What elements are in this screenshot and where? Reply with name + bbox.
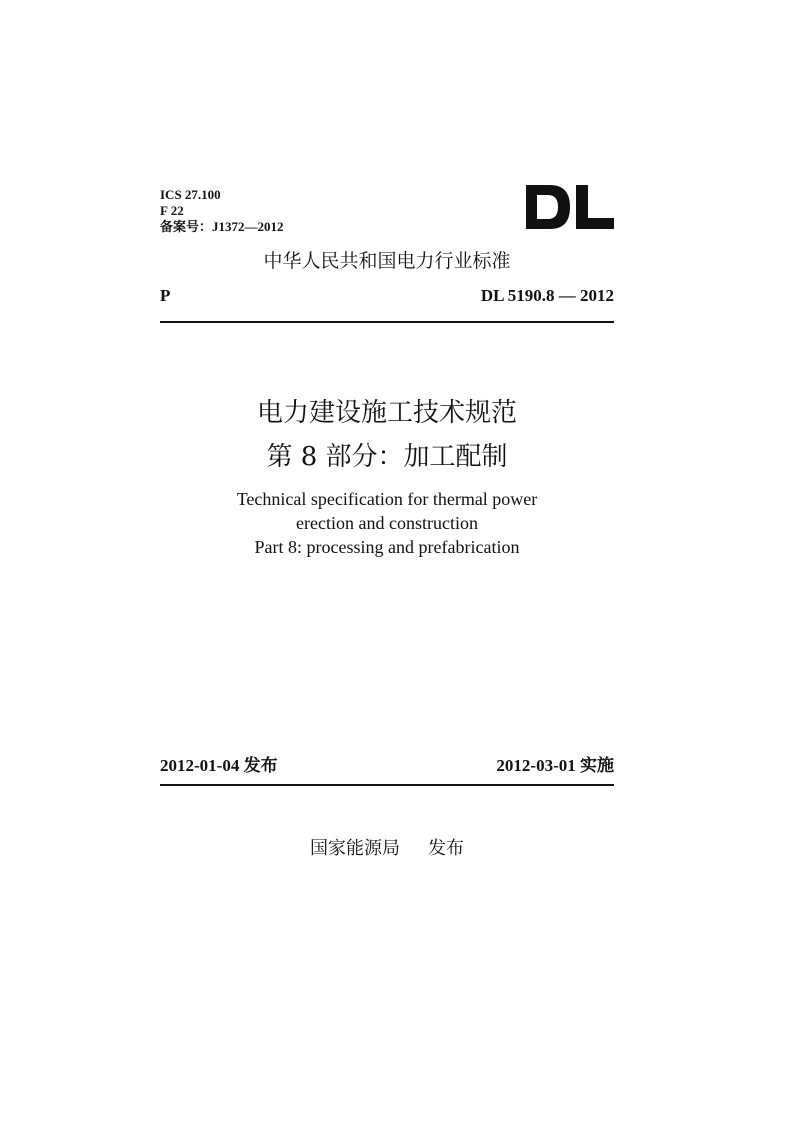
bottom-divider [160, 784, 614, 786]
dl-logo [524, 181, 616, 233]
standard-number-row [160, 285, 614, 307]
issue-date: 2012-01-04 发布 [160, 756, 278, 775]
title-english-line-1: Technical specification for thermal power [236, 489, 538, 509]
title-english-line-2: erection and construction [296, 513, 478, 533]
title-english-line-3: Part 8: processing and prefabrication [254, 537, 520, 557]
top-divider [160, 321, 614, 323]
classification-code: F 22 [160, 203, 184, 218]
implementation-date: 2012-03-01 实施 [496, 756, 614, 775]
record-number: 备案号：J1372—2012 [160, 219, 284, 234]
industry-standard-heading: 中华人民共和国电力行业标准 [263, 250, 511, 272]
publisher-organization: 国家能源局 [310, 838, 400, 859]
ics-code: ICS 27.100 [160, 187, 221, 202]
publisher-action: 发布 [428, 838, 464, 859]
standard-number: DL 5190.8 — 2012 [480, 286, 614, 305]
dates-row [160, 755, 614, 777]
publisher-line [160, 836, 614, 862]
title-chinese-part: 第 8 部分：加工配制 [266, 442, 508, 472]
category-code: P [160, 286, 171, 305]
title-chinese-main: 电力建设施工技术规范 [256, 398, 517, 428]
